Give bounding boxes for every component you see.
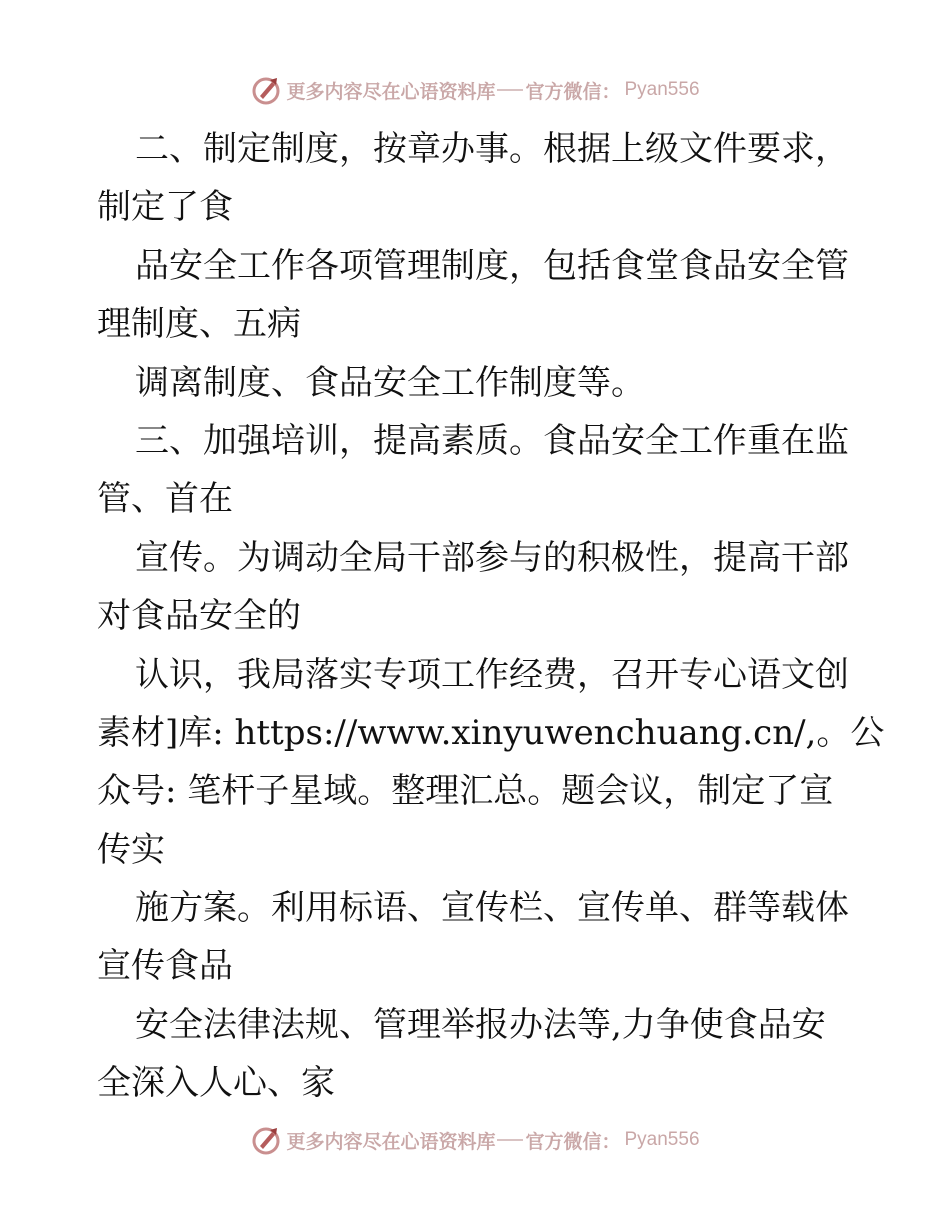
brush-seal-icon: [250, 1124, 282, 1156]
paragraph-line: 宣传。为调动全局干部参与的积极性，提高干部: [135, 537, 849, 578]
paragraph-line: 三、加强培训，提高素质。食品安全工作重在监: [135, 420, 849, 461]
header-banner: [0, 70, 950, 110]
paragraph-line: 制定了食: [97, 187, 233, 228]
banner-site-text: 更多内容尽在心语资料库: [286, 1130, 496, 1153]
brush-seal-icon: [250, 74, 282, 106]
paragraph-line: 管、首在: [97, 479, 233, 520]
footer-banner: [0, 1120, 950, 1160]
banner-site-text: 更多内容尽在心语资料库: [286, 80, 496, 103]
banner-official-label: 官方微信：: [525, 80, 621, 103]
paragraph-line: 施方案。利用标语、宣传栏、宣传单、群等载体: [135, 888, 849, 929]
paragraph-line: 对食品安全的: [97, 596, 301, 637]
paragraph-line: 安全法律法规、管理举报办法等,力争使食品安: [135, 1004, 826, 1045]
paragraph-line: 素材]库: https://www.xinyuwenchuang.cn/,。公: [97, 712, 885, 753]
paragraph-line: 众号: 笔杆子星域。整理汇总。题会议，制定了宣: [97, 771, 834, 812]
paragraph-line: 调离制度、食品安全工作制度等。: [135, 362, 645, 403]
paragraph-line: 品安全工作各项管理制度，包括食堂食品安全管: [135, 245, 849, 286]
paragraph-line: 全深入人心、家: [97, 1063, 335, 1104]
document-body: [97, 120, 885, 1113]
banner-wechat-id: Pyan556: [624, 79, 700, 100]
paragraph-line: 传实: [97, 829, 165, 870]
banner-wechat-id: Pyan556: [624, 1129, 700, 1150]
paragraph-line: 理制度、五病: [97, 304, 301, 345]
banner-dash: [497, 1139, 523, 1141]
paragraph-line: 宣传食品: [97, 946, 233, 987]
banner-official-label: 官方微信：: [525, 1130, 621, 1153]
paragraph-line: 认识，我局落实专项工作经费，召开专心语文创: [135, 654, 849, 695]
paragraph-line: 二、制定制度，按章办事。根据上级文件要求，: [135, 129, 849, 169]
banner-dash: [497, 89, 523, 91]
